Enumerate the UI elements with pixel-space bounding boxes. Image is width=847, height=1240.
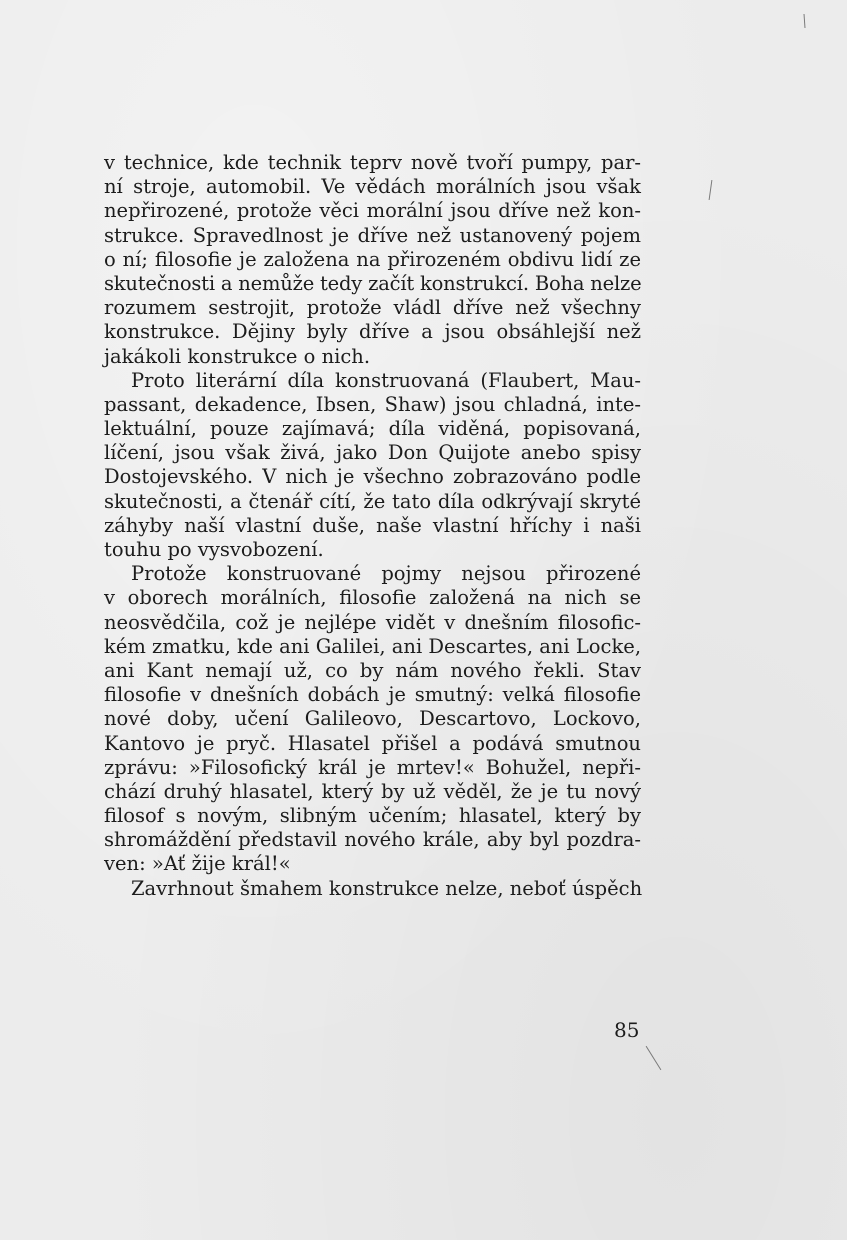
text-line: touhu po vysvobození. — [104, 538, 324, 561]
text-line: v oborech morálních, filosofie založená na nich se — [104, 586, 641, 610]
text-line: shromáždění představil nového krále, aby byl pozdra- — [104, 828, 641, 852]
text-line: Zavrhnout šmahem konstrukce nelze, neboť úspěch — [131, 876, 643, 900]
text-line: zprávu: »Filosofický král je mrtev!« Bohužel, nepři- — [104, 755, 641, 779]
text-line: ven: »Ať žije král!« — [104, 852, 291, 876]
text-line: Proto literární díla konstruovaná (Flaubert, Mau- — [131, 368, 641, 392]
text-line: jakákoli konstrukce o nich. — [104, 344, 371, 368]
text-line: passant, dekadence, Ibsen, Shaw) jsou chladná, inte- — [104, 392, 641, 416]
paper-speck — [646, 1046, 662, 1070]
paper-speck — [804, 14, 806, 28]
text-line: Kantovo je pryč. Hlasatel přišel a podává smutnou — [104, 731, 641, 755]
text-line: líčení, jsou však živá, jako Don Quijote anebo spisy — [104, 441, 641, 465]
text-line: Dostojevského. V nich je všechno zobrazováno podle — [104, 465, 641, 489]
text-line: záhyby naší vlastní duše, naše vlastní hříchy i naši — [104, 513, 641, 537]
page-number: 85 — [614, 1018, 640, 1042]
text-line: nepřirozené, protože věci morální jsou dříve než kon- — [104, 199, 641, 223]
text-line: strukce. Spravedlnost je dříve než ustanovený pojem — [104, 223, 641, 247]
text-line: skutečnosti, a čtenář cítí, že tato díla odkrývají skryté — [104, 489, 641, 513]
text-line: ani Kant nemají už, co by nám nového řekli. Stav — [104, 658, 641, 682]
text-line: kém zmatku, kde ani Galilei, ani Descartes, ani Locke, — [104, 634, 642, 658]
text-line: o ní; filosofie je založena na přirozeném obdivu lidí ze — [104, 247, 641, 271]
text-line: ní stroje, automobil. Ve vědách morálních jsou však — [104, 175, 641, 199]
body-text — [104, 151, 641, 901]
text-line: filosofie v dnešních dobách je smutný: velká filosofie — [104, 683, 641, 707]
text-line: nové doby, učení Galileovo, Descartovo, Lockovo, — [104, 707, 641, 731]
text-line: v technice, kde technik teprv nově tvoří pumpy, par- — [104, 151, 641, 174]
text-line: chází druhý hlasatel, který by už věděl, že je tu nový — [104, 779, 641, 803]
text-line: filosof s novým, slibným učením; hlasatel, který by — [104, 804, 641, 828]
text-line: rozumem sestrojit, protože vládl dříve než všechny — [104, 296, 641, 320]
text-line: lektuální, pouze zajímavá; díla viděná, popisovaná, — [104, 417, 641, 441]
text-line: neosvědčila, což je nejlépe vidět v dnešním filosofic- — [104, 610, 641, 634]
text-line: Protože konstruované pojmy nejsou přirozené — [131, 562, 641, 586]
text-line: konstrukce. Dějiny byly dříve a jsou obsáhlejší než — [104, 320, 641, 344]
paper-speck — [709, 180, 713, 200]
text-line: skutečnosti a nemůže tedy začít konstrukcí. Boha nelze — [104, 271, 642, 295]
